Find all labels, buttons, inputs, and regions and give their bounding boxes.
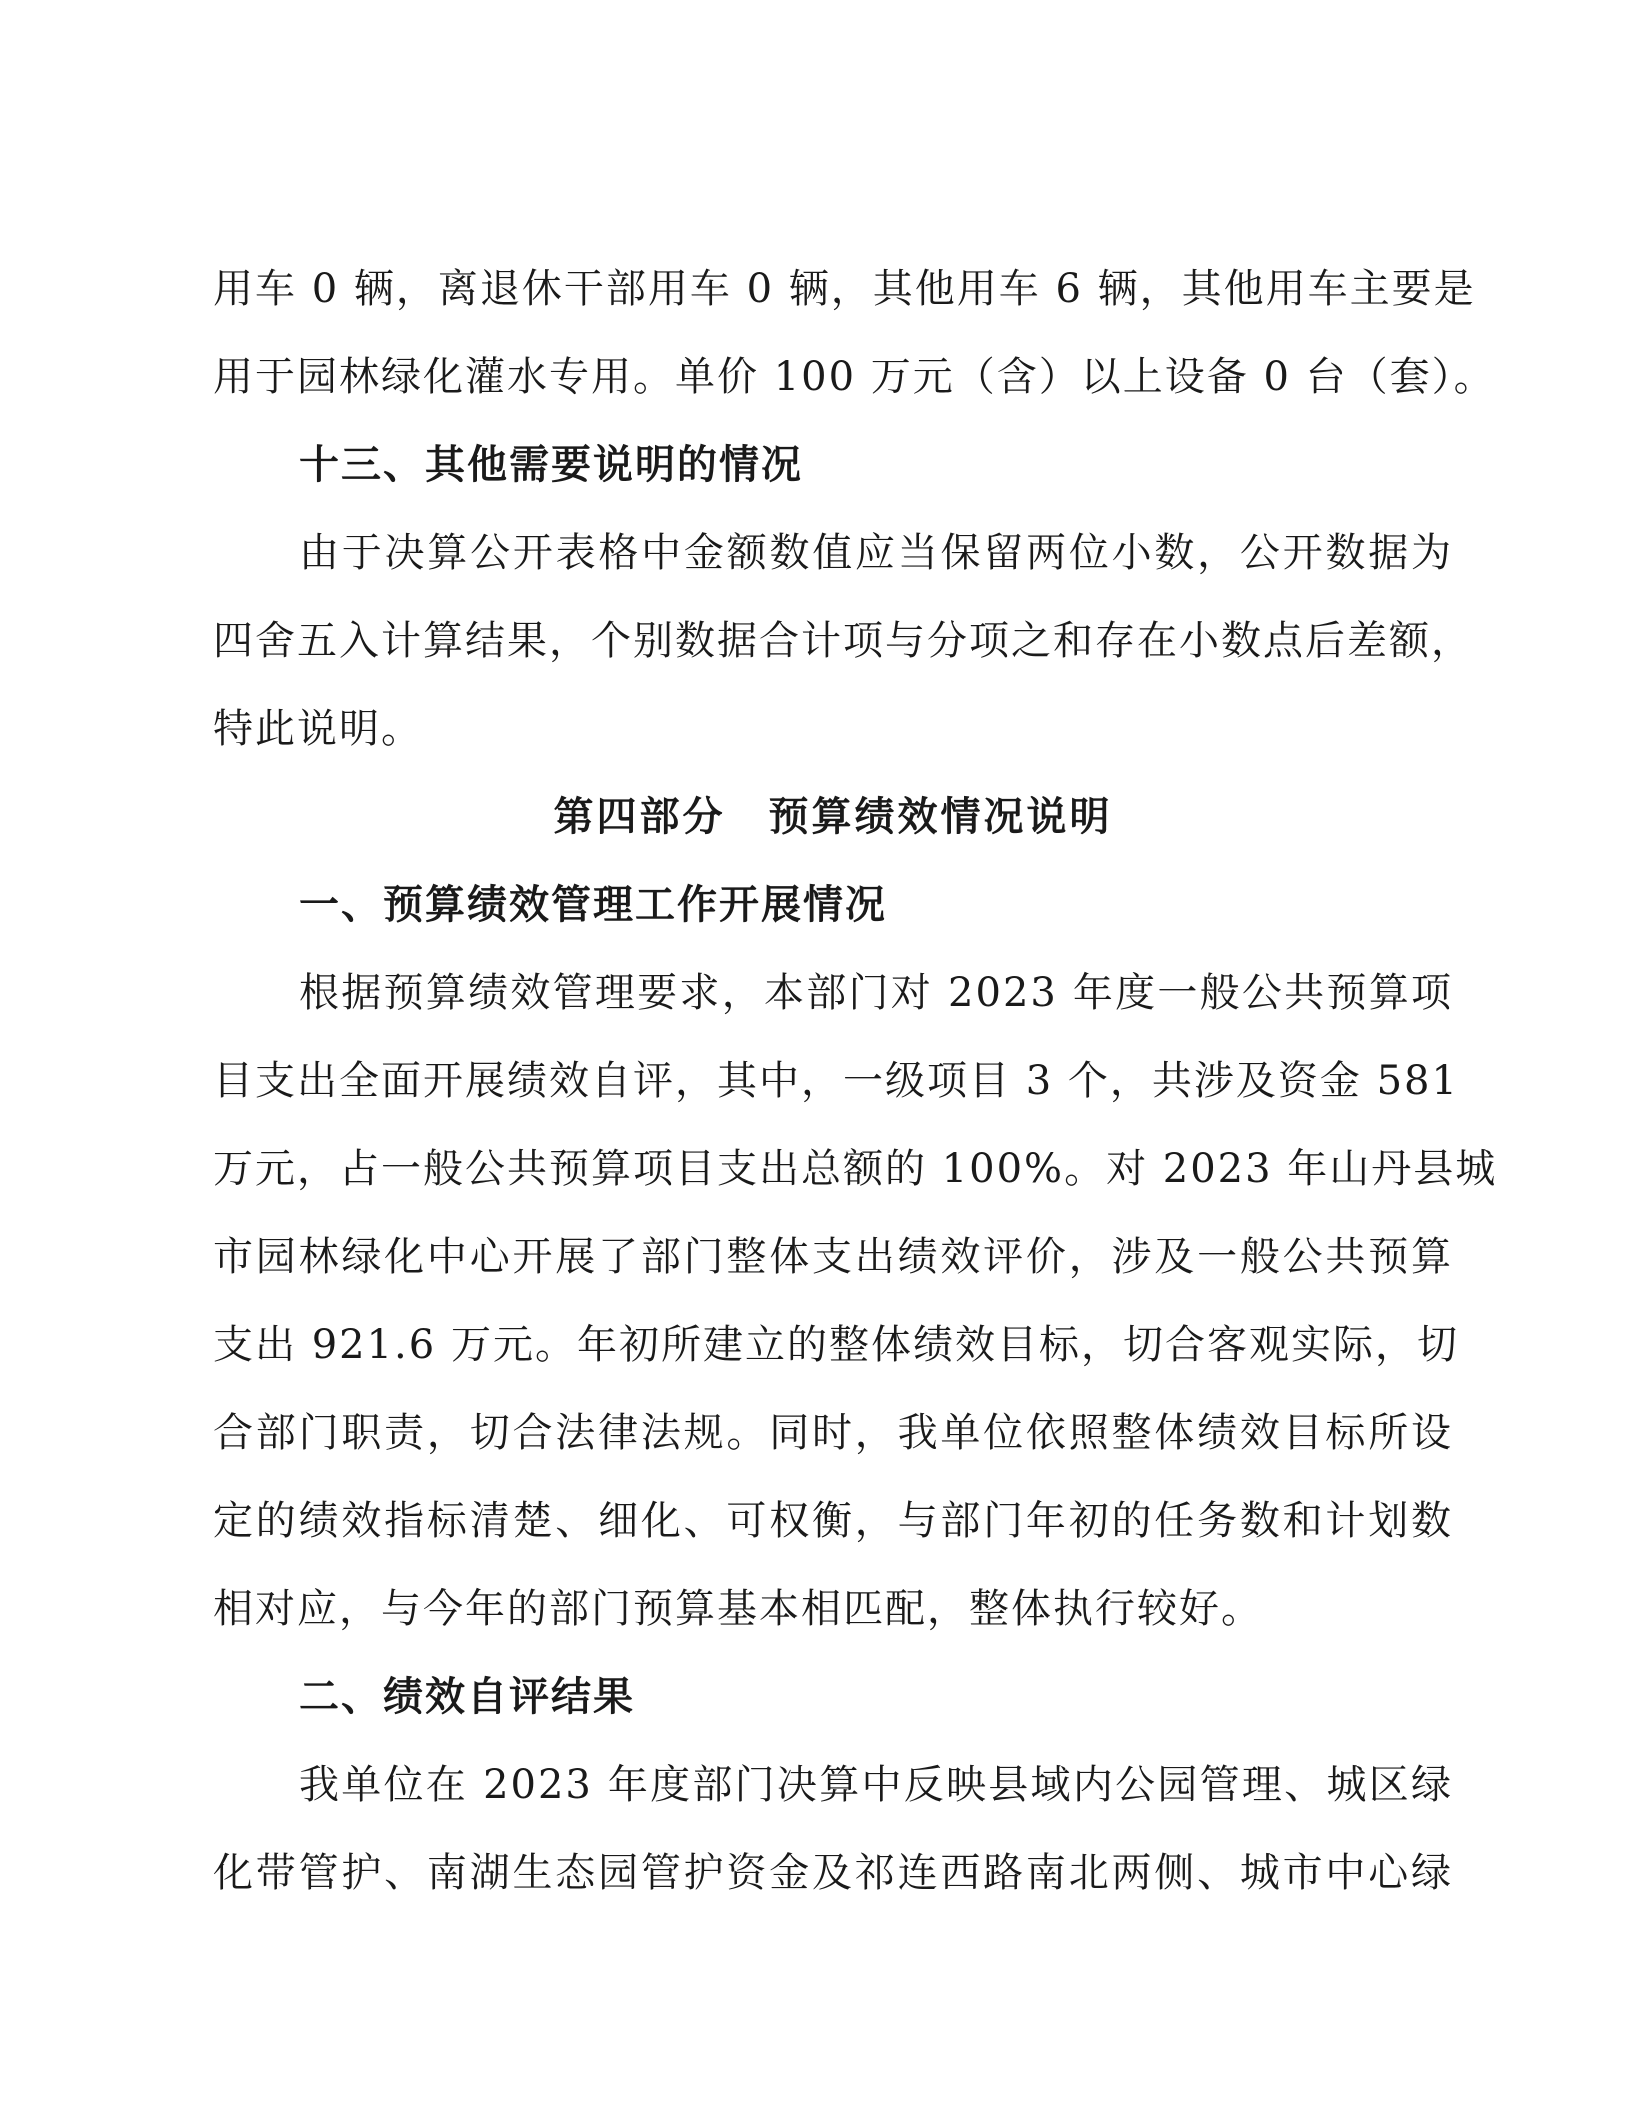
paragraph-line: 由于决算公开表格中金额数值应当保留两位小数，公开数据为 (299, 530, 1453, 576)
section-13-heading: 十三、其他需要说明的情况 (299, 441, 803, 488)
document-page (213, 245, 1498, 1917)
paragraph-line: 相对应，与今年的部门预算基本相匹配，整体执行较好。 (213, 1586, 1263, 1632)
part-four-title: 第四部分 预算绩效情况说明 (553, 793, 1113, 840)
paragraph-line: 用于园林绿化灌水专用。单价 100 万元（含）以上设备 0 台（套）。 (213, 354, 1496, 400)
paragraph-line: 根据预算绩效管理要求，本部门对 2023 年度一般公共预算项 (299, 970, 1453, 1016)
paragraph-line: 特此说明。 (213, 706, 423, 752)
paragraph-line: 万元，占一般公共预算项目支出总额的 100%。对 2023 年山丹县城 (213, 1146, 1498, 1192)
paragraph-line: 四舍五入计算结果，个别数据合计项与分项之和存在小数点后差额， (213, 618, 1473, 664)
section-13-paragraph (213, 509, 1473, 773)
paragraph-line: 市园林绿化中心开展了部门整体支出绩效评价，涉及一般公共预算 (213, 1234, 1453, 1280)
paragraph-line: 合部门职责，切合法律法规。同时，我单位依照整体绩效目标所设 (213, 1410, 1453, 1456)
paragraph-line: 定的绩效指标清楚、细化、可权衡，与部门年初的任务数和计划数 (213, 1498, 1453, 1544)
paragraph-line: 支出 921.6 万元。年初所建立的整体绩效目标，切合客观实际，切 (213, 1322, 1459, 1368)
section-2-heading: 二、绩效自评结果 (299, 1673, 635, 1720)
section-2-paragraph (213, 1741, 1453, 1917)
paragraph-line: 我单位在 2023 年度部门决算中反映县域内公园管理、城区绿 (299, 1762, 1453, 1808)
paragraph-line: 用车 0 辆，离退休干部用车 0 辆，其他用车 6 辆，其他用车主要是 (213, 266, 1476, 312)
paragraph-line: 化带管护、南湖生态园管护资金及祁连西路南北两侧、城市中心绿 (213, 1850, 1453, 1896)
section-1-heading: 一、预算绩效管理工作开展情况 (299, 881, 887, 928)
paragraph-vehicles (213, 245, 1496, 421)
section-1-paragraph (213, 949, 1498, 1653)
paragraph-line: 目支出全面开展绩效自评，其中，一级项目 3 个，共涉及资金 581 (213, 1058, 1459, 1104)
